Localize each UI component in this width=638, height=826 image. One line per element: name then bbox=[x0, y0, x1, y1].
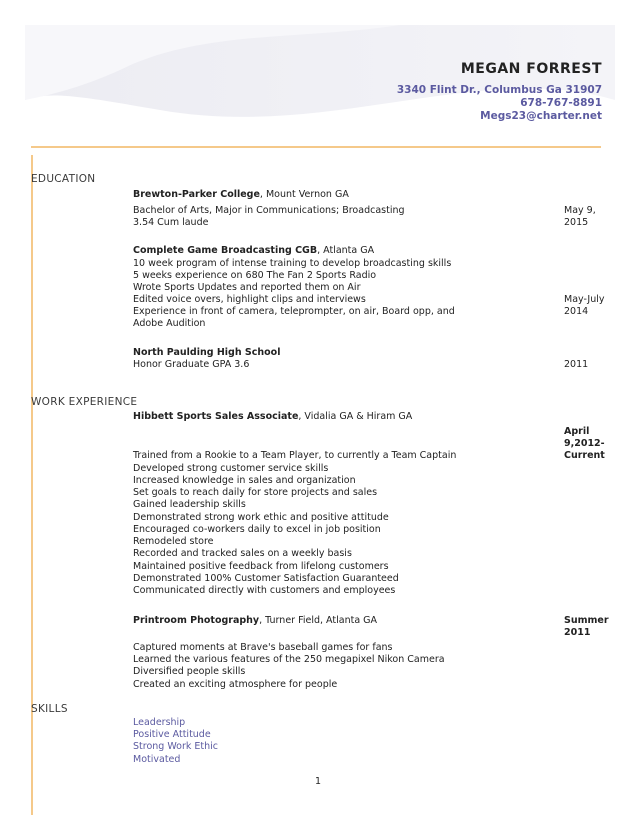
skill-item: Strong Work Ethic bbox=[133, 741, 219, 752]
skill-item: Leadership bbox=[133, 717, 186, 728]
work-line: Recorded and tracked sales on a weekly basis bbox=[133, 548, 352, 559]
job-title: Hibbett Sports Sales Associate bbox=[133, 411, 299, 422]
school-location: , Atlanta GA bbox=[317, 245, 375, 256]
work-entry-2-title bbox=[133, 615, 377, 626]
education-date: May 9, bbox=[564, 205, 596, 216]
work-line: Diversified people skills bbox=[133, 666, 246, 677]
education-line: Bachelor of Arts, Major in Communications; Broadcasting bbox=[133, 205, 405, 216]
education-date: 2011 bbox=[564, 359, 589, 370]
work-line: Set goals to reach daily for store projects and sales bbox=[133, 487, 378, 498]
work-line: Developed strong customer service skills bbox=[133, 463, 329, 474]
job-title: Printroom Photography bbox=[133, 615, 260, 626]
work-date: 2011 bbox=[564, 627, 591, 638]
header-divider bbox=[31, 146, 601, 148]
school-location: , Mount Vernon GA bbox=[259, 189, 349, 200]
left-accent-line bbox=[31, 155, 33, 815]
work-line: Learned the various features of the 250 megapixel Nikon Camera bbox=[133, 654, 445, 665]
person-name: MEGAN FORREST bbox=[460, 61, 602, 77]
education-line: 5 weeks experience on 680 The Fan 2 Sports Radio bbox=[133, 270, 377, 281]
page-number: 1 bbox=[315, 776, 322, 787]
education-entry-1-title bbox=[133, 189, 349, 200]
job-location: , Turner Field, Atlanta GA bbox=[259, 615, 378, 626]
section-heading-skills: SKILLS bbox=[31, 703, 68, 715]
work-line: Demonstrated 100% Customer Satisfaction Guaranteed bbox=[133, 573, 399, 584]
school-name: North Paulding High School bbox=[133, 347, 281, 358]
education-line: Honor Graduate GPA 3.6 bbox=[133, 359, 250, 370]
education-date: 2015 bbox=[564, 217, 589, 228]
work-line: Encouraged co-workers daily to excel in job position bbox=[133, 524, 381, 535]
work-line: Captured moments at Brave's baseball games for fans bbox=[133, 642, 393, 653]
work-date: Current bbox=[564, 450, 605, 461]
work-date: April bbox=[564, 426, 590, 437]
school-name: Complete Game Broadcasting CGB bbox=[133, 245, 318, 256]
email: Megs23@charter.net bbox=[480, 110, 602, 122]
education-line: Adobe Audition bbox=[133, 318, 206, 329]
education-line: 10 week program of intense training to develop broadcasting skills bbox=[133, 258, 452, 269]
work-line: Remodeled store bbox=[133, 536, 214, 547]
education-line: Experience in front of camera, teleprompter, on air, Board opp, and bbox=[133, 306, 455, 317]
skill-item: Positive Attitude bbox=[133, 729, 211, 740]
work-line: Demonstrated strong work ethic and positive attitude bbox=[133, 512, 389, 523]
skill-item: Motivated bbox=[133, 754, 181, 765]
education-entry-2-title bbox=[133, 245, 374, 256]
work-date: Summer bbox=[564, 615, 609, 626]
education-date: 2014 bbox=[564, 306, 589, 317]
work-line: Gained leadership skills bbox=[133, 499, 246, 510]
work-line: Communicated directly with customers and employees bbox=[133, 585, 396, 596]
education-entry-3-title bbox=[133, 347, 280, 358]
work-entry-1-title bbox=[133, 411, 412, 422]
section-heading-education: EDUCATION bbox=[31, 173, 96, 185]
school-name: Brewton-Parker College bbox=[133, 189, 260, 200]
education-date: May-July bbox=[564, 294, 605, 305]
work-date: 9,2012- bbox=[564, 438, 605, 449]
work-line: Created an exciting atmosphere for people bbox=[133, 679, 338, 690]
work-line: Increased knowledge in sales and organization bbox=[133, 475, 356, 486]
work-line: Maintained positive feedback from lifelong customers bbox=[133, 561, 389, 572]
education-line: Edited voice overs, highlight clips and interviews bbox=[133, 294, 366, 305]
address: 3340 Flint Dr., Columbus Ga 31907 bbox=[396, 84, 602, 96]
education-line: Wrote Sports Updates and reported them on Air bbox=[133, 282, 361, 293]
education-line: 3.54 Cum laude bbox=[133, 217, 209, 228]
work-line: Trained from a Rookie to a Team Player, to currently a Team Captain bbox=[133, 450, 457, 461]
section-heading-work-experience: WORK EXPERIENCE bbox=[31, 396, 138, 408]
job-location: , Vidalia GA & Hiram GA bbox=[298, 411, 413, 422]
phone: 678-767-8891 bbox=[520, 97, 602, 109]
